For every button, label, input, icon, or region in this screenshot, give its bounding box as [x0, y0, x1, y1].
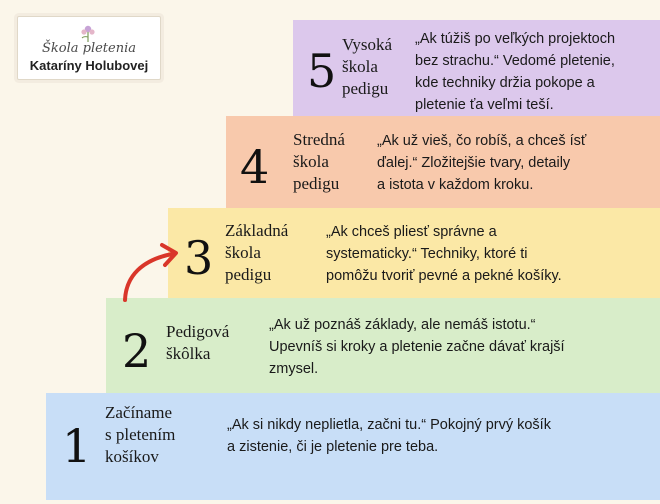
red-arrow-icon [116, 236, 186, 306]
step-2-title: Pedigová škôlka [166, 322, 230, 363]
logo-script-text: Škola pletenia [41, 41, 137, 56]
step-4-description: „Ak už vieš, čo robíš, a chceš ísť ďalej.“ Zložitejšie tvary, detaily a istota v každom kroku. [377, 133, 587, 193]
logo-name-text: Kataríny Holubovej [29, 58, 149, 73]
step-4-block [226, 116, 660, 208]
step-3-title: Základná škola pedigu [225, 221, 289, 284]
step-5-block [293, 20, 660, 116]
step-4-title: Stredná škola pedigu [293, 130, 345, 193]
step-1-title: Začíname s pletením košíkov [105, 403, 176, 466]
step-5-description: „Ak túžiš po veľkých projektoch bez strachu.“ Vedomé pletenie, kde techniky držia pokope a pletenie ťa veľmi teší. [415, 31, 616, 113]
step-1-block [46, 393, 660, 500]
step-3-block [168, 208, 660, 298]
step-1-number: 1 [62, 419, 92, 473]
step-3-number: 3 [184, 231, 214, 285]
step-5-title: Vysoká škola pedigu [342, 35, 393, 98]
step-4-number: 4 [240, 140, 270, 194]
flower-icon [76, 23, 100, 43]
logo [17, 16, 161, 80]
step-2-block [106, 298, 660, 393]
step-3-description: „Ak chceš pliesť správne a systematicky.“ Techniky, ktoré ti pomôžu tvoriť pevné a pekné košíky. [326, 224, 562, 284]
step-1-description: „Ak si nikdy neplietla, začni tu.“ Pokojný prvý košík a zistenie, či je pletenie pre teba. [227, 417, 551, 455]
step-5-number: 5 [307, 44, 337, 98]
step-2-number: 2 [122, 324, 152, 378]
step-2-description: „Ak už poznáš základy, ale nemáš istotu.“ Upevníš si kroky a pletenie začne dávať krajší zmysel. [269, 317, 565, 377]
